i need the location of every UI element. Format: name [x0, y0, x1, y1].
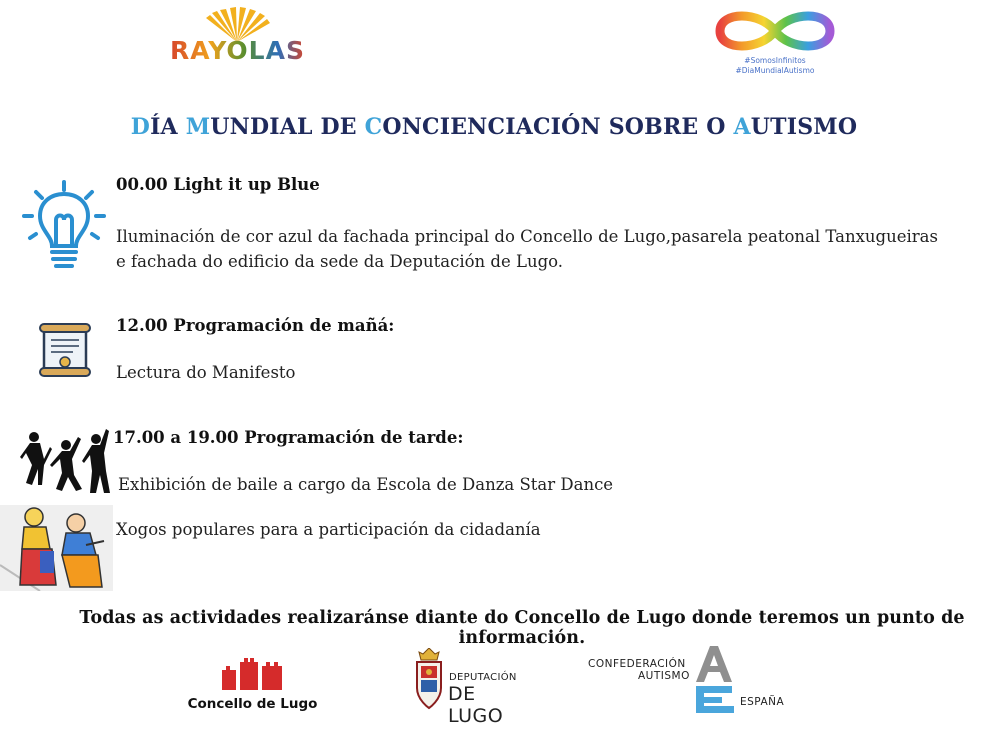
afternoon-program-heading: 17.00 a 19.00 Programación de tarde:	[113, 428, 464, 447]
lightbulb-icon	[20, 180, 108, 276]
rayolas-logo	[160, 6, 315, 68]
coat-of-arms-icon	[413, 648, 445, 712]
somos-infinitos-logo	[700, 6, 850, 78]
autismo-label: AUTISMO	[638, 670, 690, 682]
dia-mundial-hashtag: #DiaMundialAutismo	[735, 66, 815, 75]
ae-monogram-icon	[686, 644, 746, 714]
sack-race-icon	[0, 505, 113, 591]
dancers-icon	[20, 425, 112, 497]
confederacion-autismo-espana-logo	[588, 644, 798, 714]
manifesto-reading: Lectura do Manifesto	[116, 363, 296, 382]
page-title: DÍA MUNDIAL DE CONCIENCIACIÓN SOBRE O AUTISMO	[130, 114, 858, 140]
de-lugo-label: DE LUGO	[448, 683, 504, 727]
information-point-note: Todas as actividades realizaránse diante do Concello de Lugo donde teremos un punto de información.	[79, 608, 965, 648]
scroll-certificate-icon	[38, 322, 92, 380]
concello-label: Concello de Lugo	[187, 696, 318, 712]
light-it-up-heading: 00.00 Light it up Blue	[116, 175, 320, 194]
somos-infinitos-hashtag: #SomosInfinitos	[744, 56, 806, 65]
morning-program-heading: 12.00 Programación de mañá:	[116, 316, 395, 335]
popular-games: Xogos populares para a participación da cidadanía	[116, 520, 541, 539]
deputacion-de-lugo-logo	[413, 648, 523, 727]
espana-label: ESPAÑA	[740, 696, 785, 708]
rayolas-wordmark: RAYOLAS	[170, 36, 305, 65]
concello-de-lugo-logo	[180, 656, 325, 716]
dance-exhibition: Exhibición de baile a cargo da Escola de Danza Star Dance	[118, 475, 614, 494]
deputacion-label: DEPUTACIÓN	[449, 672, 517, 683]
rainbow-infinity-icon	[700, 6, 850, 56]
concello-towers-icon	[180, 656, 325, 692]
confederacion-label: CONFEDERACIÓN	[588, 658, 686, 670]
light-it-up-description: Iluminación de cor azul da fachada principal do Concello de Lugo,pasarela peatonal Tanxugueiras e fachada do edificio da sede da Deputación de Lugo.	[116, 227, 938, 271]
